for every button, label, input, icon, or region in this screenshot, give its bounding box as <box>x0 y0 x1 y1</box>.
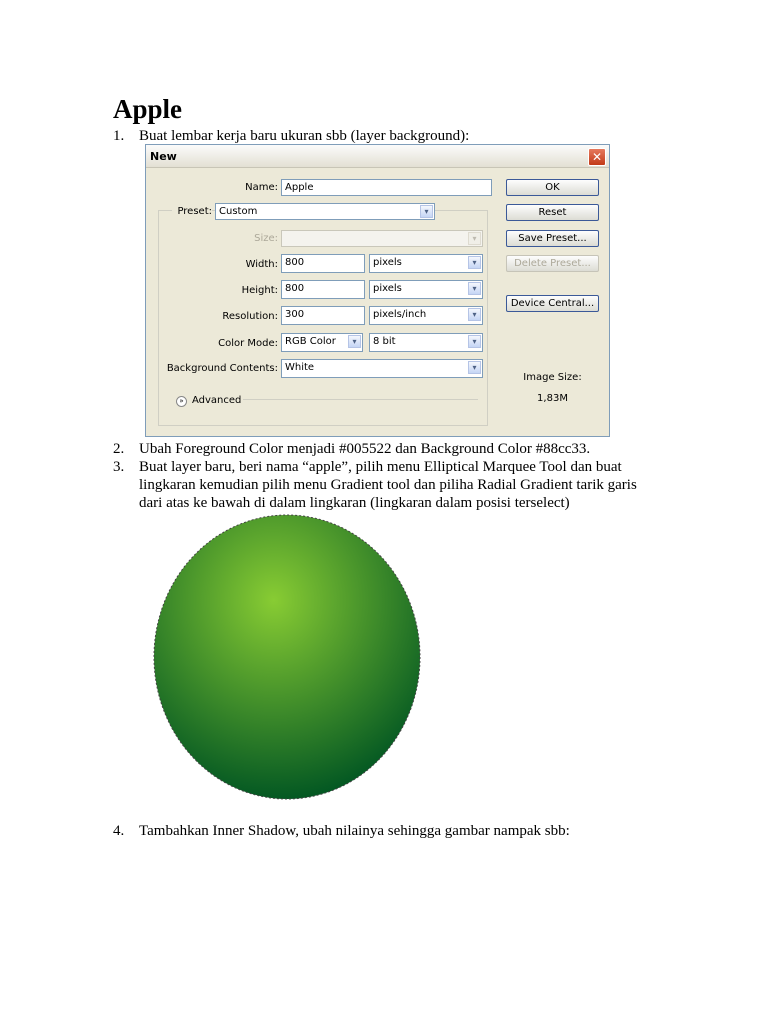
name-value: Apple <box>285 182 314 193</box>
resolution-unit-select[interactable] <box>369 306 483 325</box>
step-text: Tambahkan Inner Shadow, ubah nilainya sehingga gambar nampak sbb: <box>139 823 570 839</box>
color-mode-select[interactable] <box>281 333 363 352</box>
chevron-down-icon: ▾ <box>420 205 433 218</box>
height-unit-value: pixels <box>373 283 402 294</box>
expand-icon[interactable]: » <box>176 396 187 407</box>
chevron-down-icon: ▾ <box>468 282 481 295</box>
gradient-circle-image <box>150 512 425 804</box>
width-unit-select[interactable] <box>369 254 483 273</box>
resolution-value: 300 <box>285 309 305 320</box>
resolution-input[interactable] <box>281 306 365 325</box>
height-input[interactable] <box>281 280 365 299</box>
step-text: Buat layer baru, beri nama “apple”, pilih menu Elliptical Marquee Tool dan buat lingkaran kemudian pilih menu Gradient tool dan piliha Radial Gradient tarik garis dari atas ke bawah di dalam lingkaran (lingkaran dalam posisi terselect) <box>139 459 637 511</box>
bit-depth-value: 8 bit <box>373 336 396 347</box>
chevron-down-icon: ▾ <box>468 308 481 321</box>
selected-circle <box>154 515 420 799</box>
dialog-titlebar[interactable] <box>146 145 609 168</box>
height-unit-select[interactable] <box>369 280 483 299</box>
step-text: Ubah Foreground Color menjadi #005522 dan Background Color #88cc33. <box>139 441 591 457</box>
chevron-down-icon: ▾ <box>468 361 481 374</box>
image-size-value: 1,83M <box>537 393 568 404</box>
divider <box>243 399 478 400</box>
advanced-toggle[interactable]: Advanced <box>192 395 242 406</box>
preset-value: Custom <box>219 206 258 217</box>
width-value: 800 <box>285 257 305 268</box>
close-icon: ✕ <box>591 150 603 164</box>
size-select <box>281 230 483 247</box>
chevron-down-icon: ▾ <box>468 256 481 269</box>
delete-preset-button: Delete Preset... <box>506 255 599 272</box>
background-contents-value: White <box>285 362 315 373</box>
step-number: 1. <box>113 128 125 144</box>
document-title: Apple <box>113 94 183 124</box>
color-mode-value: RGB Color <box>285 336 336 347</box>
width-unit-value: pixels <box>373 257 402 268</box>
ok-button[interactable]: OK <box>506 179 599 196</box>
step-text: Buat lembar kerja baru ukuran sbb (layer background): <box>139 128 470 144</box>
resolution-unit-value: pixels/inch <box>373 309 427 320</box>
size-label: Size: <box>254 233 278 244</box>
background-contents-select[interactable] <box>281 359 483 378</box>
image-size-label: Image Size: <box>523 372 582 383</box>
height-label: Height: <box>241 285 278 296</box>
resolution-label: Resolution: <box>222 311 278 322</box>
chevron-down-icon: ▾ <box>348 335 361 348</box>
step-number: 3. <box>113 459 125 475</box>
chevron-down-icon: ▾ <box>468 335 481 348</box>
bit-depth-select[interactable] <box>369 333 483 352</box>
new-document-dialog <box>145 144 610 437</box>
step-number: 4. <box>113 823 125 839</box>
save-preset-button[interactable]: Save Preset... <box>506 230 599 247</box>
preset-label: Preset: <box>172 206 212 217</box>
background-contents-label: Background Contents: <box>166 363 278 374</box>
color-mode-label: Color Mode: <box>218 338 278 349</box>
chevron-down-icon: ▾ <box>468 232 481 245</box>
dialog-title: New <box>150 150 177 163</box>
height-value: 800 <box>285 283 305 294</box>
device-central-button[interactable]: Device Central... <box>506 295 599 312</box>
name-label: Name: <box>245 182 278 193</box>
close-button[interactable] <box>588 148 606 166</box>
reset-button[interactable]: Reset <box>506 204 599 221</box>
name-input[interactable] <box>281 179 492 196</box>
preset-select[interactable] <box>215 203 435 220</box>
step-number: 2. <box>113 441 125 457</box>
width-label: Width: <box>245 259 278 270</box>
width-input[interactable] <box>281 254 365 273</box>
